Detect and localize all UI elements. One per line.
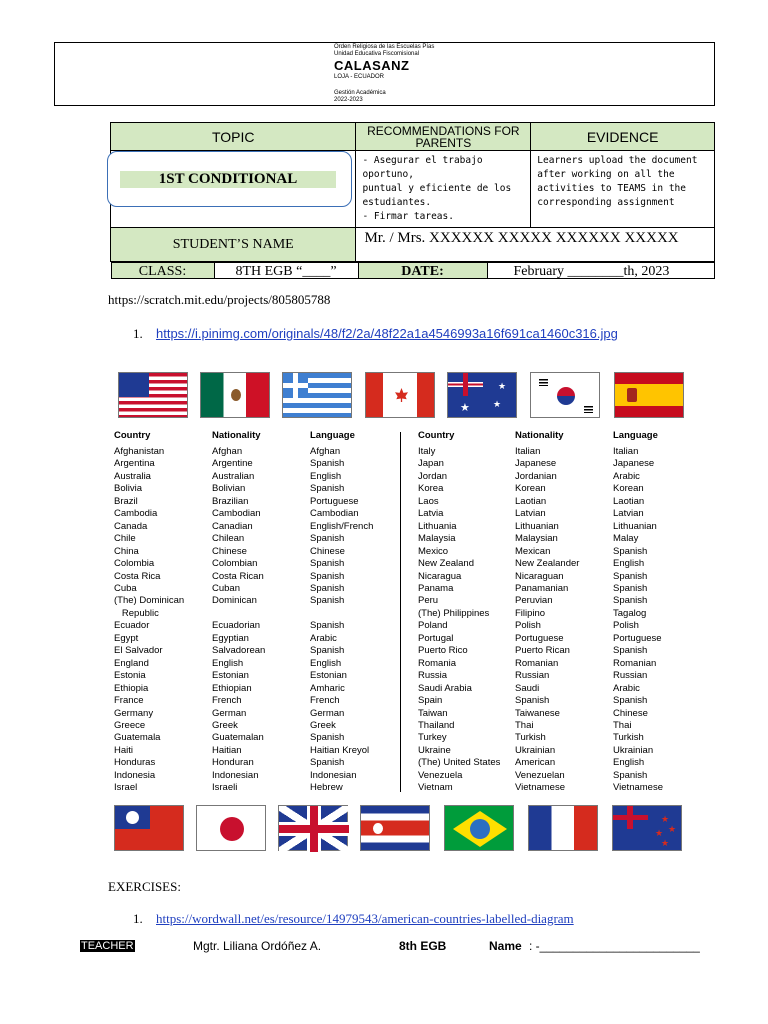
- country-column-1: [114, 446, 184, 795]
- table-cell: Bolivian: [212, 483, 246, 495]
- topic-title: 1ST CONDITIONAL: [120, 171, 336, 188]
- dept-line: Gestión Académica: [334, 90, 386, 96]
- table-cell: Spanish: [310, 620, 345, 632]
- list-number: 1.: [133, 326, 143, 341]
- table-cell: (The) Philippines: [418, 607, 490, 619]
- table-cell: China: [114, 545, 139, 557]
- table-cell: Egypt: [114, 632, 139, 644]
- table-cell: Ukrainian: [613, 744, 654, 756]
- table-cell: Argentine: [212, 458, 253, 470]
- table-cell: Ethiopia: [114, 682, 149, 694]
- table-cell: English/French: [310, 520, 374, 532]
- name-label: Name: [489, 939, 522, 953]
- table-cell: Arabic: [613, 682, 640, 694]
- table-cell: Australia: [114, 470, 151, 482]
- table-cell: English: [310, 657, 342, 669]
- table-cell: French: [212, 695, 242, 707]
- table-cell: Bolivia: [114, 483, 142, 495]
- table-cell: Guatemalan: [212, 732, 264, 744]
- taiwan-flag-icon: [114, 805, 184, 851]
- table-cell: Panamanian: [515, 582, 569, 594]
- table-cell: Polish: [515, 620, 541, 632]
- table-cell: Spanish: [613, 645, 648, 657]
- table-cell: Thailand: [418, 719, 455, 731]
- table-cell: (The) Dominican: [114, 595, 185, 607]
- table-cell: Cuban: [212, 582, 240, 594]
- table-cell: Korean: [613, 483, 644, 495]
- table-cell: Cambodian: [310, 508, 359, 520]
- table-cell: England: [114, 657, 149, 669]
- table-cell: Republic: [114, 607, 159, 619]
- canada-flag-icon: [365, 372, 435, 418]
- table-cell: American: [515, 757, 556, 769]
- topic-header: TOPIC: [111, 123, 356, 151]
- table-cell: Spanish: [310, 595, 345, 607]
- table-cell: Spanish: [310, 558, 345, 570]
- table-cell: Lithuanian: [613, 520, 657, 532]
- table-cell: Portugal: [418, 632, 454, 644]
- table-cell: Laos: [418, 495, 439, 507]
- table-cell: Indonesian: [310, 769, 357, 781]
- table-cell: [310, 608, 373, 620]
- date-value: February ________th, 2023: [488, 262, 715, 279]
- table-cell: Spanish: [613, 570, 648, 582]
- class-value: 8TH EGB “____”: [215, 262, 359, 279]
- new-zealand-flag-icon: ★ ★ ★ ★: [612, 805, 682, 851]
- table-cell: German: [310, 707, 345, 719]
- table-cell: Venezuela: [418, 769, 463, 781]
- year-line: 2022-2023: [334, 97, 363, 103]
- language-column-1: [310, 446, 373, 795]
- table-cell: Poland: [418, 620, 448, 632]
- table-cell: El Salvador: [114, 645, 163, 657]
- uk-flag-icon: [278, 805, 348, 851]
- table-cell: Taiwanese: [515, 707, 560, 719]
- table-cell: Filipino: [515, 607, 546, 619]
- table-cell: Chinese: [613, 707, 648, 719]
- exercises-label: EXERCISES:: [108, 879, 181, 894]
- col-header-nationality: Nationality: [515, 430, 564, 441]
- table-cell: Spanish: [310, 582, 345, 594]
- table-cell: Turkish: [613, 732, 644, 744]
- greece-flag-icon: [282, 372, 352, 418]
- page-footer: [80, 938, 700, 958]
- table-cell: Polish: [613, 620, 639, 632]
- table-cell: Ethiopian: [212, 682, 252, 694]
- table-cell: Honduran: [212, 757, 254, 769]
- table-cell: Romania: [418, 657, 457, 669]
- pinimg-link[interactable]: https://i.pinimg.com/originals/48/f2/2a/48f22a1a4546993a16f691ca1460c316.jpg: [156, 326, 618, 341]
- table-cell: Vietnamese: [613, 782, 663, 794]
- france-flag-icon: [528, 805, 598, 851]
- nationality-column-1: [212, 446, 265, 795]
- table-cell: Spanish: [310, 757, 345, 769]
- table-cell: Tagalog: [613, 607, 647, 619]
- table-cell: Greek: [212, 719, 238, 731]
- table-cell: Canada: [114, 520, 148, 532]
- school-name: CALASANZ: [334, 58, 410, 73]
- table-cell: (The) United States: [418, 757, 501, 769]
- table-cell: Malaysian: [515, 533, 558, 545]
- table-cell: Japan: [418, 458, 444, 470]
- table-cell: Puerto Rico: [418, 645, 468, 657]
- table-cell: Germany: [114, 707, 154, 719]
- table-cell: Spanish: [613, 545, 648, 557]
- table-cell: Afghan: [310, 446, 341, 457]
- south-korea-flag-icon: [530, 372, 600, 418]
- table-cell: Argentina: [114, 458, 155, 470]
- list-number: 1.: [133, 911, 143, 926]
- table-cell: Brazilian: [212, 495, 249, 507]
- table-cell: Spanish: [613, 582, 648, 594]
- table-cell: Peru: [418, 595, 439, 607]
- table-cell: Italy: [418, 446, 436, 457]
- col-header-nationality: Nationality: [212, 430, 261, 441]
- table-cell: Salvadorean: [212, 645, 266, 657]
- table-cell: English: [613, 558, 645, 570]
- table-cell: Spanish: [310, 483, 345, 495]
- table-cell: Haitian: [212, 744, 242, 756]
- recommendation-line: - Asegurar el trabajo oportuno,: [362, 155, 483, 180]
- table-cell: Afghanistan: [114, 446, 165, 457]
- table-cell: Chilean: [212, 533, 245, 545]
- table-cell: Hebrew: [310, 782, 343, 794]
- table-cell: Mexican: [515, 545, 551, 557]
- table-cell: Italian: [613, 446, 639, 457]
- grade-label: 8th EGB: [399, 939, 447, 953]
- table-cell: Estonian: [310, 670, 347, 682]
- table-cell: Portuguese: [515, 632, 564, 644]
- table-cell: Vietnam: [418, 782, 453, 794]
- table-cell: Japanese: [613, 458, 655, 470]
- table-cell: Honduras: [114, 757, 156, 769]
- evidence-header: EVIDENCE: [531, 123, 715, 151]
- table-cell: French: [310, 695, 340, 707]
- table-cell: Costa Rica: [114, 570, 161, 582]
- table-cell: Japanese: [515, 458, 557, 470]
- teacher-name: Mgtr. Liliana Ordóñez A.: [193, 939, 322, 953]
- table-cell: Spanish: [310, 570, 345, 582]
- costa-rica-flag-icon: [360, 805, 430, 851]
- table-cell: Peruvian: [515, 595, 553, 607]
- table-cell: Spanish: [310, 732, 345, 744]
- table-cell: Russian: [515, 670, 550, 682]
- usa-flag-icon: [118, 372, 188, 418]
- table-cell: France: [114, 695, 144, 707]
- table-cell: Malaysia: [418, 533, 456, 545]
- table-cell: Romanian: [613, 657, 657, 669]
- table-cell: Egyptian: [212, 632, 249, 644]
- table-cell: Latvian: [515, 508, 546, 520]
- table-cell: Spanish: [613, 695, 648, 707]
- table-cell: Italian: [515, 446, 541, 457]
- table-cell: Amharic: [310, 682, 345, 694]
- table-cell: Israel: [114, 782, 138, 794]
- table-cell: Ecuador: [114, 620, 150, 632]
- table-cell: Afghan: [212, 446, 243, 457]
- table-cell: Spanish: [310, 458, 345, 470]
- table-cell: Ecuadorian: [212, 620, 261, 632]
- school-line: Unidad Educativa Fiscomisional: [334, 51, 420, 57]
- table-cell: Australian: [212, 470, 255, 482]
- table-cell: Israeli: [212, 782, 238, 794]
- col-header-country: Country: [418, 430, 455, 441]
- table-cell: Nicaragua: [418, 570, 462, 582]
- table-cell: Thai: [515, 719, 534, 731]
- table-cell: English: [310, 470, 342, 482]
- table-cell: Laotian: [515, 495, 547, 507]
- table-cell: Thai: [613, 719, 632, 731]
- table-cell: Greece: [114, 719, 146, 731]
- table-cell: Turkish: [515, 732, 546, 744]
- recommendation-line: estudiantes.: [362, 197, 432, 208]
- table-cell: Haiti: [114, 744, 134, 756]
- table-cell: Lithuania: [418, 520, 457, 532]
- table-cell: Mexico: [418, 545, 449, 557]
- table-cell: Taiwan: [418, 707, 448, 719]
- table-cell: Chinese: [310, 545, 345, 557]
- table-cell: Costa Rican: [212, 570, 264, 582]
- table-cell: Russian: [613, 670, 648, 682]
- table-cell: Spanish: [613, 595, 648, 607]
- table-cell: Lithuanian: [515, 520, 559, 532]
- table-cell: Venezuelan: [515, 769, 565, 781]
- table-cell: Arabic: [310, 632, 337, 644]
- table-cell: Russia: [418, 670, 448, 682]
- table-cell: Indonesia: [114, 769, 156, 781]
- brazil-flag-icon: [444, 805, 514, 851]
- table-cell: Canadian: [212, 520, 253, 532]
- evidence-cell: Learners upload the document after working on all the activities to TEAMS in the corresponding assignment: [531, 151, 715, 228]
- wordwall-link[interactable]: https://wordwall.net/es/resource/14979543/american-countries-labelled-diagram: [156, 911, 574, 926]
- school-header: [54, 42, 715, 106]
- recommendations-header: RECOMMENDATIONS FOR PARENTS: [356, 123, 531, 151]
- table-cell: Indonesian: [212, 769, 259, 781]
- recommendations-cell: [356, 151, 531, 228]
- col-header-country: Country: [114, 430, 151, 441]
- name-blank: : -________________________: [529, 939, 700, 953]
- table-cell: Guatemala: [114, 732, 161, 744]
- table-cell: Jordanian: [515, 470, 557, 482]
- table-cell: Romanian: [515, 657, 559, 669]
- table-cell: Estonia: [114, 670, 146, 682]
- table-cell: German: [212, 707, 247, 719]
- class-label: CLASS:: [111, 262, 215, 279]
- table-cell: Jordan: [418, 470, 448, 482]
- date-label: DATE:: [359, 262, 488, 279]
- table-cell: Saudi Arabia: [418, 682, 472, 694]
- table-cell: Panama: [418, 582, 454, 594]
- table-cell: Ukraine: [418, 744, 451, 756]
- teacher-label: TEACHER: [81, 940, 134, 952]
- table-cell: Malay: [613, 533, 639, 545]
- australia-flag-icon: ★ ★ ★: [447, 372, 517, 418]
- table-cell: Estonian: [212, 670, 249, 682]
- table-cell: Korea: [418, 483, 444, 495]
- table-cell: Colombian: [212, 558, 258, 570]
- table-cell: [212, 608, 265, 620]
- table-cell: English: [613, 757, 645, 769]
- table-cell: Puerto Rican: [515, 645, 570, 657]
- table-cell: Saudi: [515, 682, 540, 694]
- city-line: LOJA - ECUADOR: [334, 74, 385, 80]
- table-cell: Spain: [418, 695, 443, 707]
- topic-highlight: [107, 151, 352, 207]
- table-cell: New Zealander: [515, 558, 580, 570]
- table-cell: Arabic: [613, 470, 640, 482]
- table-cell: Latvian: [613, 508, 644, 520]
- table-cell: Haitian Kreyol: [310, 744, 370, 756]
- table-cell: New Zealand: [418, 558, 474, 570]
- student-name-label: STUDENT’S NAME: [111, 228, 356, 262]
- org-line: Orden Religiosa de las Escuelas Pías: [334, 44, 435, 50]
- recommendation-line: puntual y eficiente de los: [362, 183, 512, 194]
- table-cell: English: [212, 657, 244, 669]
- scratch-link-text: https://scratch.mit.edu/projects/805805788: [108, 292, 331, 307]
- mexico-flag-icon: [200, 372, 270, 418]
- table-cell: Cambodian: [212, 508, 261, 520]
- table-cell: Vietnamese: [515, 782, 565, 794]
- table-cell: Greek: [310, 719, 336, 731]
- table-cell: Dominican: [212, 595, 257, 607]
- table-cell: Nicaraguan: [515, 570, 564, 582]
- table-cell: Brazil: [114, 495, 138, 507]
- col-header-language: Language: [613, 430, 658, 441]
- table-cell: Spanish: [310, 645, 345, 657]
- table-cell: Chile: [114, 533, 136, 545]
- col-header-language: Language: [310, 430, 355, 441]
- table-cell: Portuguese: [310, 495, 359, 507]
- spain-flag-icon: [614, 372, 684, 418]
- table-cell: Colombia: [114, 558, 155, 570]
- table-cell: Chinese: [212, 545, 247, 557]
- language-column-2: [613, 446, 663, 795]
- table-cell: Spanish: [515, 695, 550, 707]
- table-cell: Laotian: [613, 495, 645, 507]
- table-cell: Latvia: [418, 508, 444, 520]
- nationalities-image: [108, 368, 698, 858]
- country-column-2: [418, 446, 500, 795]
- table-cell: Turkey: [418, 732, 447, 744]
- table-cell: Cuba: [114, 582, 137, 594]
- nationality-column-2: [515, 446, 579, 795]
- table-cell: Spanish: [613, 769, 648, 781]
- table-cell: Cambodia: [114, 508, 158, 520]
- table-cell: Portuguese: [613, 632, 662, 644]
- recommendation-line: - Firmar tareas.: [362, 211, 454, 222]
- table-cell: Korean: [515, 483, 546, 495]
- column-divider: [400, 432, 401, 792]
- student-name-value: Mr. / Mrs. XXXXXX XXXXX XXXXXX XXXXX: [356, 228, 715, 262]
- table-cell: Spanish: [310, 533, 345, 545]
- japan-flag-icon: [196, 805, 266, 851]
- table-cell: Ukrainian: [515, 744, 556, 756]
